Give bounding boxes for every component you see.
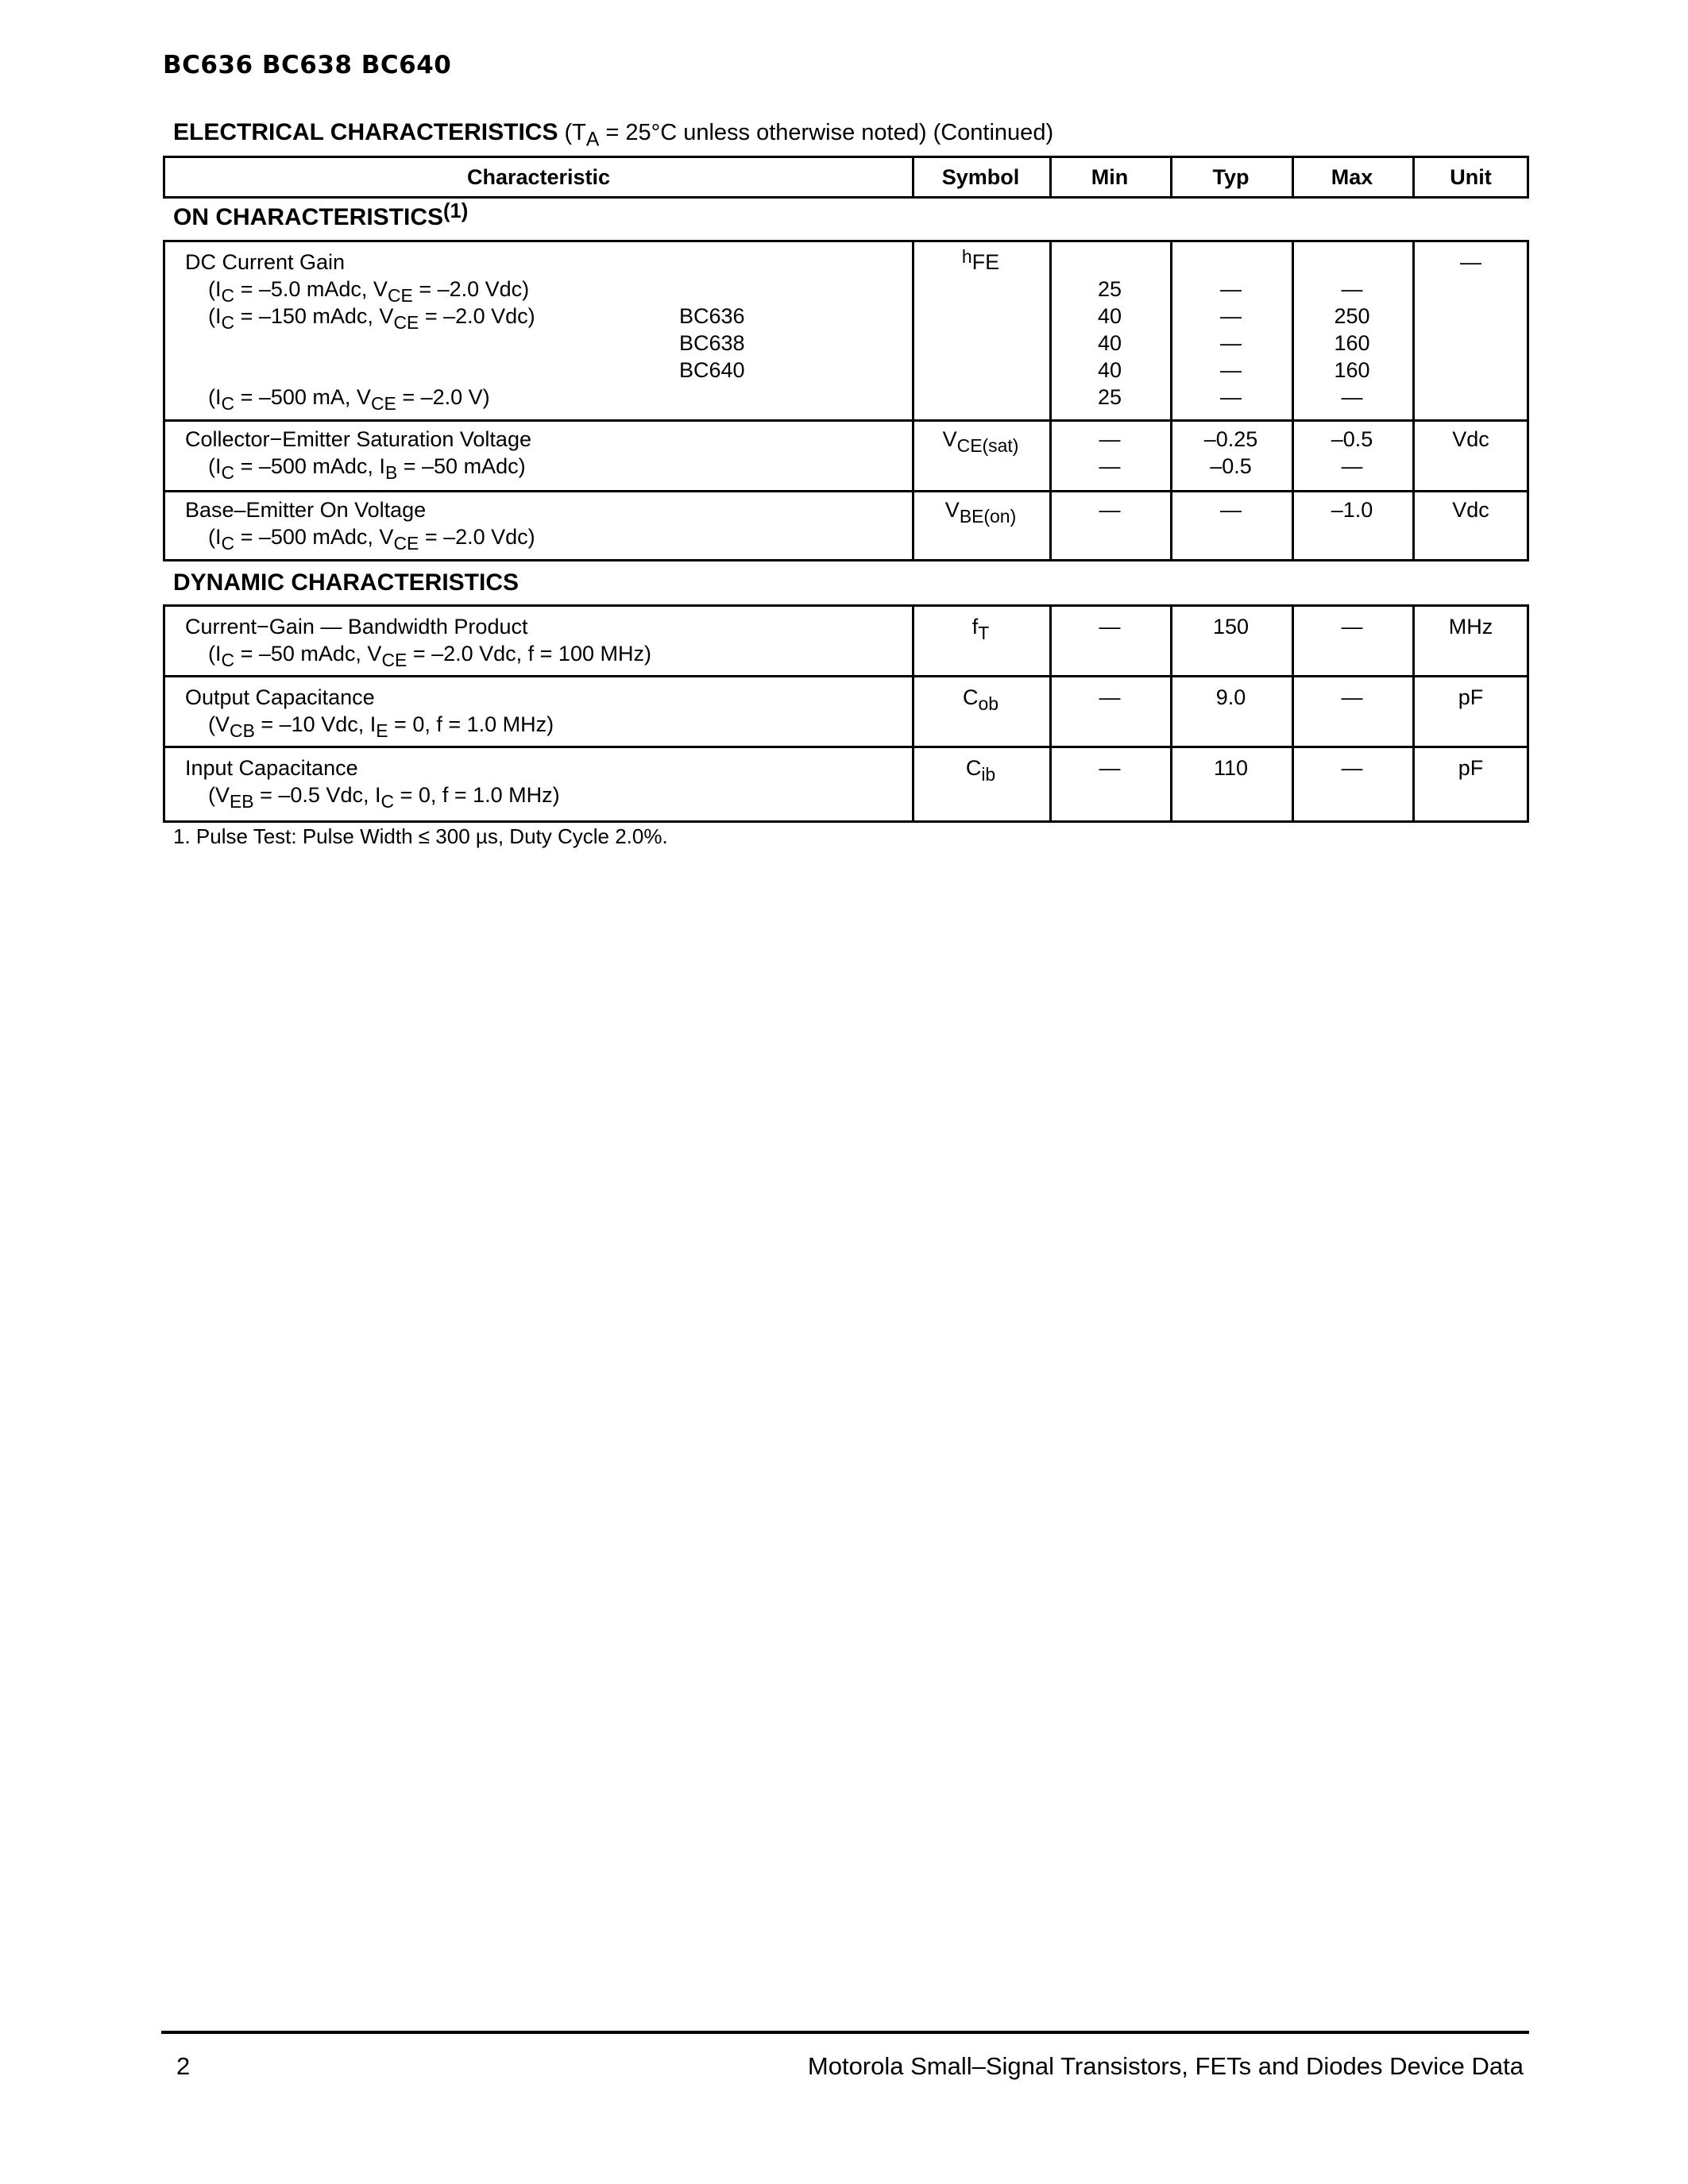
symbol-hfe: $^h$FE [961, 245, 1000, 274]
on-characteristics-table [163, 240, 1529, 561]
table-title [173, 119, 1054, 151]
symbol-cib: $C_{ib}$ [965, 756, 996, 785]
ft-typ: 150 [1212, 615, 1250, 639]
vbe-on-condition: ($I_C = -500$ mAdc, $V_{CE} = -2.0$ Vdc) [208, 525, 535, 554]
table-title-condition: ($T_A = 25^\circ C$ unless otherwise noted) (Continued) [564, 120, 1054, 151]
cob-label: Output Capacitance [185, 685, 375, 709]
vbe-on-row [185, 496, 900, 554]
vce-sat-label: Collector−Emitter Saturation Voltage [185, 427, 531, 451]
vce-sat-unit: Vdc [1452, 427, 1489, 451]
vbe-on-unit: Vdc [1452, 498, 1489, 522]
vbe-on-min: — [1099, 498, 1121, 522]
ft-condition: ($I_C = -50$ mAdc, $V_{CE} = -2.0$ Vdc, f = 100 MHz) [208, 642, 651, 670]
ft-max: — [1341, 615, 1363, 639]
column-header-max: Max [1331, 165, 1373, 189]
cib-min: — [1099, 756, 1121, 780]
symbol-cob: $C_{ob}$ [962, 685, 999, 714]
ft-min: — [1099, 615, 1121, 639]
dynamic-characteristics-table [163, 604, 1529, 823]
cob-max: — [1341, 685, 1363, 709]
footer-divider [161, 2031, 1529, 2034]
cob-condition: ($V_{CB} = -10$ Vdc, $I_E = 0$, f = 1.0 MHz) [208, 712, 554, 741]
vbe-on-label: Base–Emitter On Voltage [185, 498, 427, 522]
symbol-vce-sat: $V_{CE(sat)}$ [942, 427, 1019, 456]
dc-gain-max-values: — 250 160 160 — [1334, 277, 1370, 409]
symbol-vbe-on: $V_{BE(on)}$ [944, 498, 1017, 527]
page-number: 2 [176, 2052, 191, 2080]
dc-gain-typ-values: — — — — — [1220, 277, 1242, 409]
vbe-on-typ: — [1220, 498, 1242, 522]
cib-label: Input Capacitance [185, 756, 358, 780]
cob-min: — [1099, 685, 1121, 709]
vce-sat-typ: –0.25 –0.5 [1203, 427, 1258, 478]
cib-condition: ($V_{EB} = -0.5$ Vdc, $I_C = 0$, f = 1.0 MHz) [208, 783, 560, 812]
cob-typ: 9.0 [1215, 685, 1246, 709]
vce-sat-row [185, 426, 900, 483]
dc-gain-condition-1: ($I_C = -5.0$ mAdc, $V_{CE} = -2.0$ Vdc) [208, 277, 530, 306]
vce-sat-min: — — [1099, 427, 1121, 478]
device-bc638: BC638 [679, 331, 745, 355]
table-title-label: ELECTRICAL CHARACTERISTICS [173, 119, 558, 145]
dc-gain-min-values: 25 40 40 40 25 [1097, 277, 1122, 409]
dc-gain-unit: — [1460, 250, 1481, 274]
dynamic-characteristics-heading: DYNAMIC CHARACTERISTICS [173, 569, 519, 596]
column-header-unit: Unit [1450, 165, 1492, 189]
dc-gain-condition-3: ($I_C = -500$ mA, $V_{CE} = -2.0$ V) [208, 385, 490, 414]
on-characteristics-heading: ON CHARACTERISTICS$^{(1)}$ [173, 200, 469, 230]
cob-row [185, 684, 900, 741]
ft-row [185, 613, 900, 670]
vbe-on-max: –1.0 [1331, 498, 1373, 522]
vce-sat-condition: ($I_C = -500$ mAdc, $I_B = -50$ mAdc) [208, 454, 526, 483]
column-header-row [163, 156, 1529, 199]
column-header-typ: Typ [1212, 165, 1250, 189]
footnote-pulse-test: 1. Pulse Test: Pulse Width ≤ 300 µs, Duty Cycle 2.0%. [173, 824, 668, 848]
dc-current-gain-row [185, 249, 900, 414]
vce-sat-max: –0.5 — [1331, 427, 1373, 478]
ft-label: Current−Gain — Bandwidth Product [185, 615, 528, 639]
cib-unit: pF [1458, 756, 1484, 780]
column-header-min: Min [1091, 165, 1129, 189]
dc-gain-condition-2: ($I_C = -150$ mAdc, $V_{CE} = -2.0$ Vdc) BC636 [208, 304, 745, 333]
ft-unit: MHz [1448, 615, 1493, 639]
dc-current-gain-label: DC Current Gain [185, 250, 346, 274]
footnote-reference: (1) [443, 200, 469, 223]
cib-max: — [1341, 756, 1363, 780]
device-bc640: BC640 [679, 358, 745, 382]
symbol-ft: $f_T$ [971, 615, 990, 643]
column-header-characteristic: Characteristic [466, 165, 611, 189]
cib-typ: 110 [1213, 756, 1249, 780]
footer-publication-title: Motorola Small–Signal Transistors, FETs and Diodes Device Data [807, 2052, 1524, 2080]
cib-row [185, 754, 900, 812]
column-header-symbol: Symbol [941, 165, 1020, 189]
device-bc636: BC636 [679, 304, 745, 328]
cob-unit: pF [1458, 685, 1484, 709]
page-header-part-numbers: BC636 BC638 BC640 [163, 51, 452, 79]
